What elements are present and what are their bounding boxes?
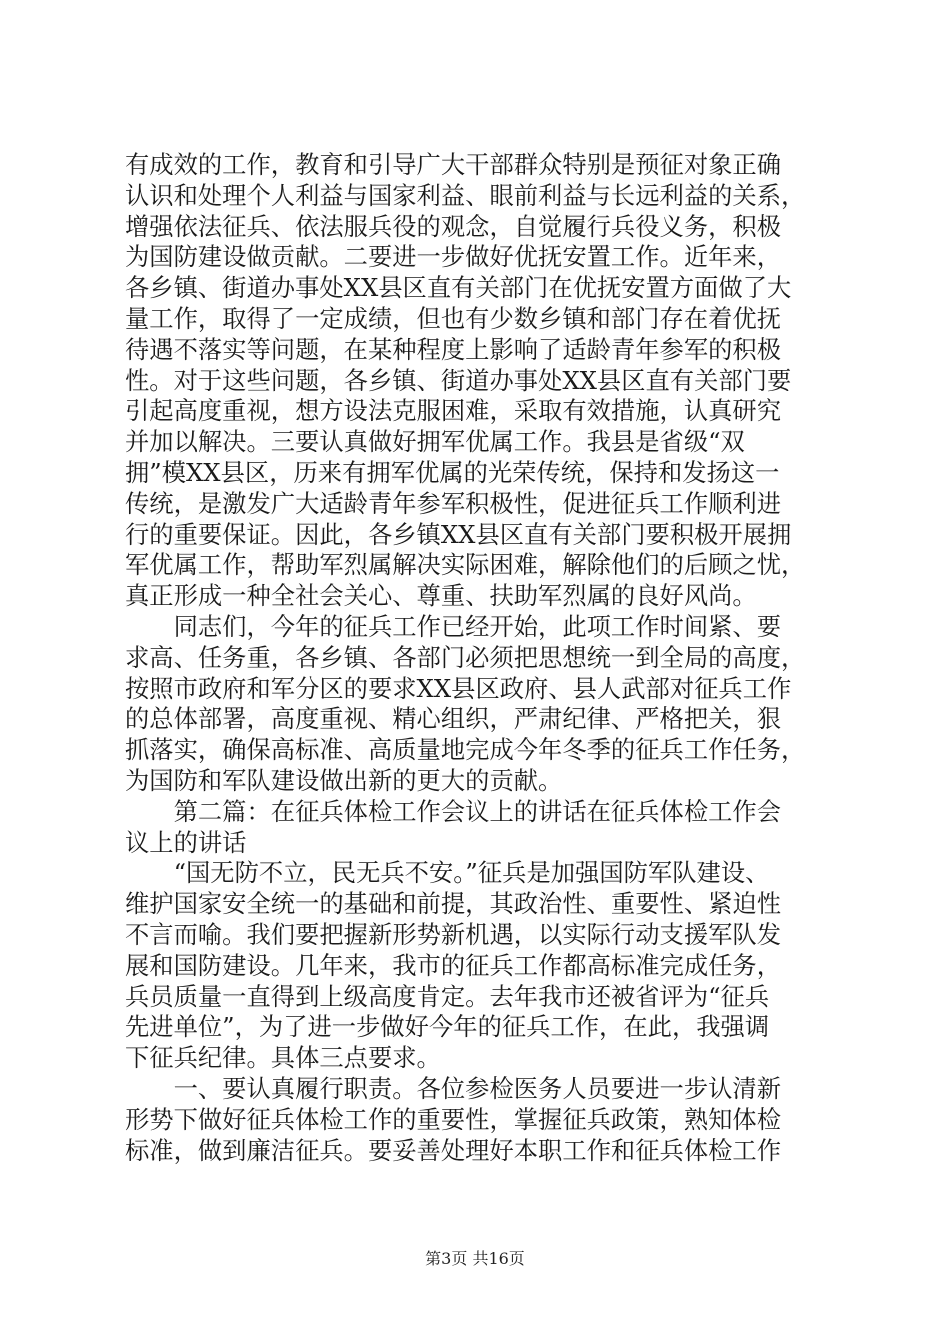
text-line: 行的重要保证。因此，各乡镇XX县区直有关部门要积极开展拥: [125, 519, 792, 549]
page-footer: 第3页 共16页: [425, 1249, 525, 1268]
text-line: 性。对于这些问题，各乡镇、街道办事处XX县区直有关部门要: [125, 365, 792, 395]
text-line: 展和国防建设。几年来，我市的征兵工作都高标准完成任务，: [125, 950, 782, 980]
text-line: 形势下做好征兵体检工作的重要性，掌握征兵政策，熟知体检: [125, 1104, 782, 1134]
text-line: 同志们，今年的征兵工作已经开始，此项工作时间紧、要: [125, 611, 782, 641]
document-body: [125, 150, 845, 1166]
text-line: 第二篇：在征兵体检工作会议上的讲话在征兵体检工作会: [125, 796, 782, 826]
text-line: 军优属工作，帮助军烈属解决实际困难，解除他们的后顾之忧，: [125, 550, 806, 580]
text-line: 的总体部署，高度重视、精心组织，严肃纪律、严格把关，狠: [125, 704, 782, 734]
text-line: 有成效的工作，教育和引导广大干部群众特别是预征对象正确: [125, 150, 782, 179]
text-line: 维护国家安全统一的基础和前提，其政治性、重要性、紧迫性: [125, 889, 782, 919]
text-line: 增强依法征兵、依法服兵役的观念，自觉履行兵役义务，积极: [125, 211, 782, 241]
text-line: 待遇不落实等问题，在某种程度上影响了适龄青年参军的积极: [125, 334, 782, 364]
text-line: 抓落实，确保高标准、高质量地完成今年冬季的征兵工作任务，: [125, 735, 806, 765]
text-line: 认识和处理个人利益与国家利益、眼前利益与长远利益的关系，: [125, 180, 806, 210]
text-line: 一、要认真履行职责。各位参检医务人员要进一步认清新: [125, 1073, 782, 1103]
text-line: “国无防不立，民无兵不安。”征兵是加强国防军队建设、: [125, 858, 770, 888]
text-line: 下征兵纪律。具体三点要求。: [125, 1043, 441, 1073]
text-line: 议上的讲话: [125, 827, 247, 857]
text-line: 为国防和军队建设做出新的更大的贡献。: [125, 765, 563, 795]
text-line: 量工作，取得了一定成绩，但也有少数乡镇和部门存在着优抚: [125, 303, 782, 333]
text-line: 引起高度重视，想方设法克服困难，采取有效措施，认真研究: [125, 396, 782, 426]
text-line: 传统，是激发广大适龄青年参军积极性，促进征兵工作顺利进: [125, 488, 782, 518]
text-line: 求高、任务重，各乡镇、各部门必须把思想统一到全局的高度，: [125, 642, 806, 672]
text-line: 拥”模XX县区，历来有拥军优属的光荣传统，保持和发扬这一: [125, 457, 780, 487]
text-line: 各乡镇、街道办事处XX县区直有关部门在优抚安置方面做了大: [125, 273, 792, 303]
text-line: 并加以解决。三要认真做好拥军优属工作。我县是省级“双: [125, 427, 745, 457]
text-line: 为国防建设做贡献。二要进一步做好优抚安置工作。近年来，: [125, 242, 782, 272]
text-line: 先进单位”，为了进一步做好今年的征兵工作，在此，我强调: [125, 1012, 770, 1042]
text-line: 不言而喻。我们要把握新形势新机遇，以实际行动支援军队发: [125, 919, 782, 949]
text-line: 按照市政府和军分区的要求XX县区政府、县人武部对征兵工作: [125, 673, 792, 703]
text-line: 真正形成一种全社会关心、尊重、扶助军烈属的良好风尚。: [125, 581, 757, 611]
text-line: 兵员质量一直得到上级高度肯定。去年我市还被省评为“征兵: [125, 981, 770, 1011]
text-line: 标准，做到廉洁征兵。要妥善处理好本职工作和征兵体检工作: [125, 1135, 782, 1165]
